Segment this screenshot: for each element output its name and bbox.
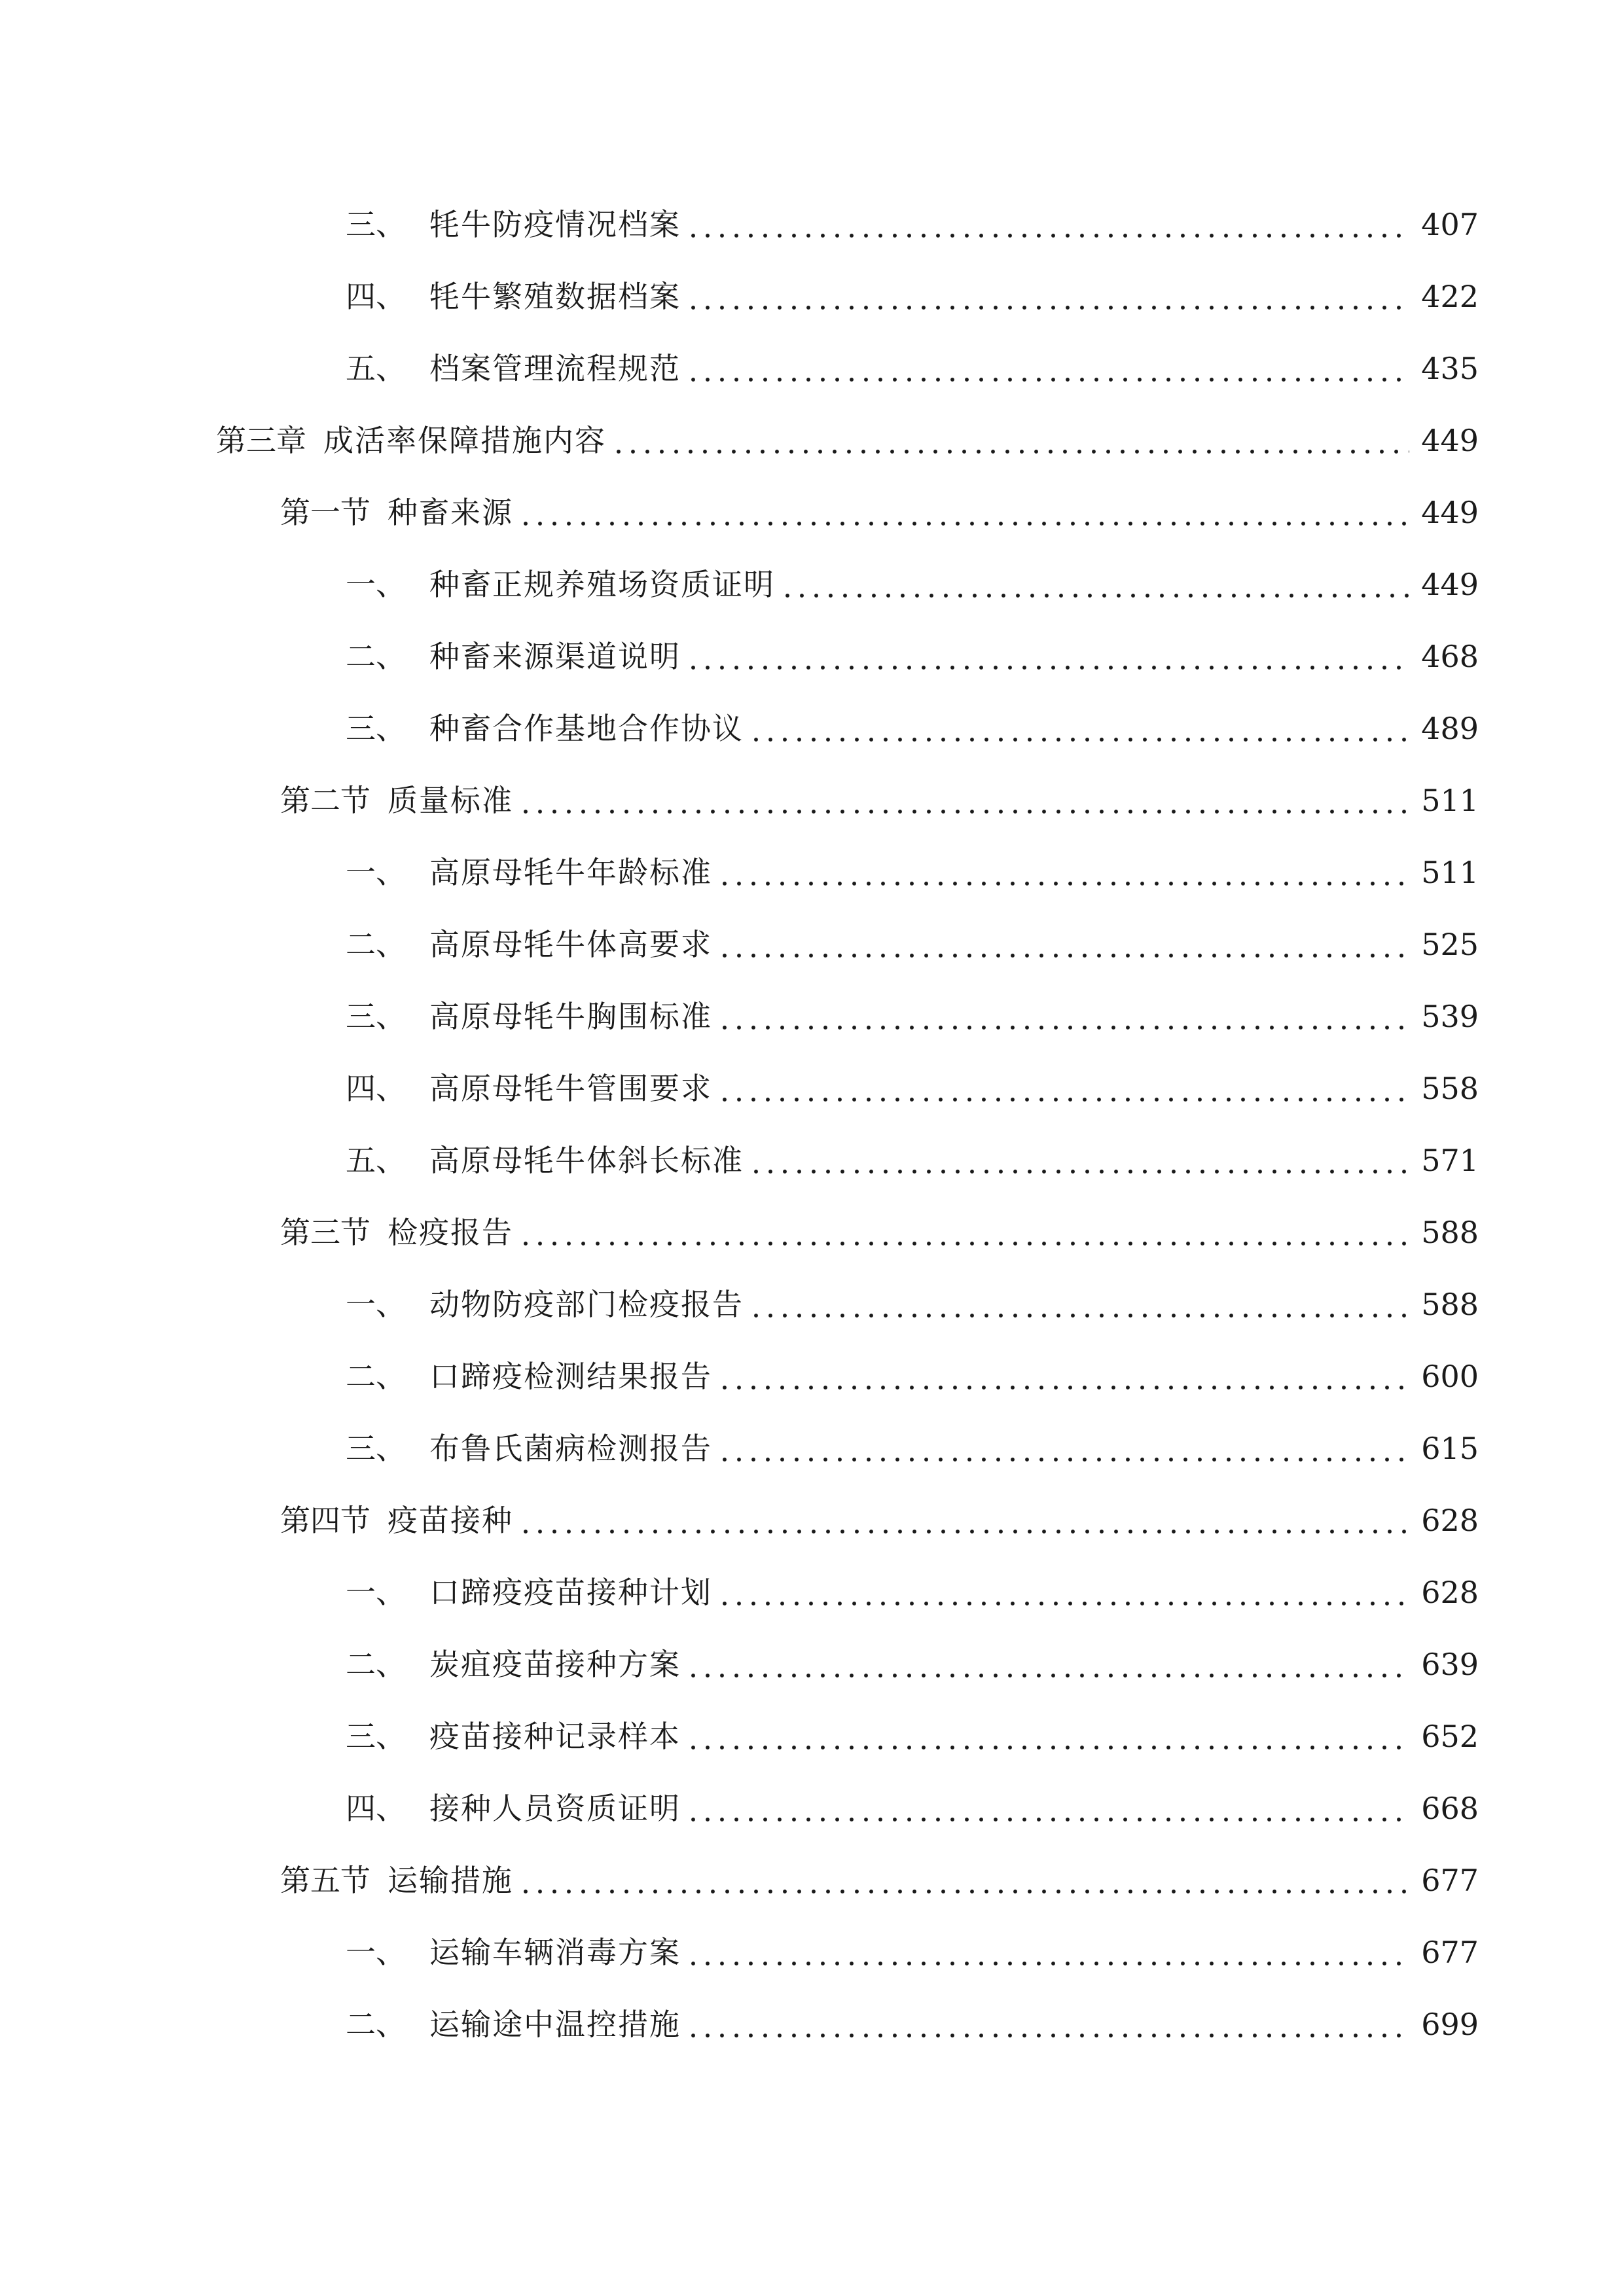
- dot-leader: [518, 1861, 1409, 1900]
- toc-entry-title: 高原母牦牛体高要求: [429, 927, 712, 962]
- toc-entry-title: 牦牛繁殖数据档案: [429, 279, 681, 314]
- toc-section-entry[interactable]: [0, 476, 1624, 548]
- toc-entry-page-number: 449: [1421, 567, 1479, 602]
- dot-leader: [518, 781, 1409, 820]
- toc-entry-number: 第一节: [280, 495, 370, 530]
- toc-entry-page-number: 525: [1421, 927, 1479, 962]
- toc-entry-number: 第三节: [280, 1215, 370, 1250]
- toc-chapter-entry[interactable]: [0, 404, 1624, 476]
- toc-entry-page-number: 422: [1421, 279, 1479, 314]
- toc-entry-title: 种畜正规养殖场资质证明: [429, 567, 775, 602]
- toc-entry-number: 一、: [346, 1287, 406, 1322]
- toc-entry-number: 三、: [346, 711, 406, 746]
- dot-leader: [686, 205, 1409, 244]
- toc-entry-number: 一、: [346, 567, 406, 602]
- toc-entry-page-number: 677: [1421, 1863, 1479, 1898]
- dot-leader: [518, 1501, 1409, 1540]
- toc-entry-page-number: 668: [1421, 1791, 1479, 1826]
- toc-entry-title: 高原母牦牛管围要求: [429, 1071, 712, 1106]
- dot-leader: [518, 493, 1409, 532]
- toc-subsection-entry[interactable]: [0, 1556, 1624, 1628]
- dot-leader: [717, 1429, 1409, 1468]
- toc-entry-title: 种畜合作基地合作协议: [429, 711, 744, 746]
- toc-entry-title: 种畜来源: [388, 495, 513, 530]
- toc-entry-number: 二、: [346, 639, 406, 674]
- toc-entry-number: 一、: [346, 1575, 406, 1610]
- toc-entry-title: 运输措施: [388, 1863, 513, 1898]
- toc-entry-number: 三、: [346, 207, 406, 242]
- dot-leader: [717, 853, 1409, 892]
- toc-entry-page-number: 652: [1421, 1719, 1479, 1754]
- toc-entry-number: 五、: [346, 1143, 406, 1178]
- toc-entry-title: 档案管理流程规范: [429, 351, 681, 386]
- toc-entry-number: 第四节: [280, 1503, 370, 1538]
- toc-entry-page-number: 571: [1421, 1143, 1479, 1178]
- toc-entry-number: 一、: [346, 1935, 406, 1970]
- toc-entry-page-number: 435: [1421, 351, 1479, 386]
- dot-leader: [686, 1645, 1409, 1684]
- toc-subsection-entry[interactable]: [0, 1268, 1624, 1340]
- toc-entry-page-number: 639: [1421, 1647, 1479, 1682]
- dot-leader: [749, 1285, 1409, 1324]
- dot-leader: [749, 1141, 1409, 1180]
- toc-entry-number: 第五节: [280, 1863, 370, 1898]
- toc-entry-number: 三、: [346, 999, 406, 1034]
- toc-subsection-entry[interactable]: [0, 620, 1624, 692]
- toc-subsection-entry[interactable]: [0, 1916, 1624, 1988]
- dot-leader: [717, 1357, 1409, 1396]
- toc-entry-number: 四、: [346, 279, 406, 314]
- toc-entry-page-number: 511: [1421, 783, 1479, 818]
- toc-entry-number: 四、: [346, 1791, 406, 1826]
- dot-leader: [686, 277, 1409, 316]
- dot-leader: [717, 997, 1409, 1036]
- toc-subsection-entry[interactable]: [0, 908, 1624, 980]
- toc-entry-title: 高原母牦牛胸围标准: [429, 999, 712, 1034]
- toc-subsection-entry[interactable]: [0, 188, 1624, 260]
- dot-leader: [686, 349, 1409, 388]
- toc-entry-number: 四、: [346, 1071, 406, 1106]
- toc-section-entry[interactable]: [0, 1844, 1624, 1916]
- toc-entry-number: 二、: [346, 1359, 406, 1394]
- dot-leader: [780, 565, 1409, 604]
- toc-entry-number: 第三章: [216, 423, 306, 458]
- toc-subsection-entry[interactable]: [0, 692, 1624, 764]
- toc-entry-title: 动物防疫部门检疫报告: [429, 1287, 744, 1322]
- toc-entry-title: 布鲁氏菌病检测报告: [429, 1431, 712, 1466]
- toc-entry-number: 三、: [346, 1431, 406, 1466]
- toc-entry-title: 牦牛防疫情况档案: [429, 207, 681, 242]
- dot-leader: [686, 1789, 1409, 1828]
- toc-entry-title: 种畜来源渠道说明: [429, 639, 681, 674]
- toc-entry-page-number: 699: [1421, 2007, 1479, 2042]
- toc-section-entry[interactable]: [0, 1484, 1624, 1556]
- toc-entry-page-number: 539: [1421, 999, 1479, 1034]
- toc-subsection-entry[interactable]: [0, 1052, 1624, 1124]
- toc-entry-page-number: 615: [1421, 1431, 1479, 1466]
- toc-subsection-entry[interactable]: [0, 1772, 1624, 1844]
- toc-entry-page-number: 468: [1421, 639, 1479, 674]
- toc-entry-title: 接种人员资质证明: [429, 1791, 681, 1826]
- dot-leader: [686, 637, 1409, 676]
- toc-subsection-entry[interactable]: [0, 1700, 1624, 1772]
- table-of-contents: [0, 188, 1624, 2060]
- toc-entry-page-number: 489: [1421, 711, 1479, 746]
- dot-leader: [749, 709, 1409, 748]
- toc-entry-title: 口蹄疫检测结果报告: [429, 1359, 712, 1394]
- toc-entry-title: 高原母牦牛体斜长标准: [429, 1143, 744, 1178]
- dot-leader: [518, 1213, 1409, 1252]
- toc-entry-title: 检疫报告: [388, 1215, 513, 1250]
- dot-leader: [717, 925, 1409, 964]
- toc-entry-title: 口蹄疫疫苗接种计划: [429, 1575, 712, 1610]
- toc-entry-page-number: 588: [1421, 1287, 1479, 1322]
- toc-entry-page-number: 407: [1421, 207, 1479, 242]
- toc-entry-page-number: 511: [1421, 855, 1479, 890]
- toc-subsection-entry[interactable]: [0, 260, 1624, 332]
- toc-entry-page-number: 449: [1421, 495, 1479, 530]
- toc-entry-title: 炭疽疫苗接种方案: [429, 1647, 681, 1682]
- dot-leader: [686, 1717, 1409, 1756]
- toc-entry-number: 二、: [346, 2007, 406, 2042]
- toc-entry-page-number: 558: [1421, 1071, 1479, 1106]
- toc-entry-title: 高原母牦牛年龄标准: [429, 855, 712, 890]
- toc-entry-number: 三、: [346, 1719, 406, 1754]
- toc-entry-title: 成活率保障措施内容: [323, 423, 606, 458]
- toc-section-entry[interactable]: [0, 1196, 1624, 1268]
- toc-entry-title: 质量标准: [388, 783, 513, 818]
- toc-entry-number: 第二节: [280, 783, 370, 818]
- toc-entry-page-number: 588: [1421, 1215, 1479, 1250]
- toc-entry-number: 二、: [346, 927, 406, 962]
- toc-subsection-entry[interactable]: [0, 836, 1624, 908]
- toc-entry-number: 五、: [346, 351, 406, 386]
- toc-entry-page-number: 600: [1421, 1359, 1479, 1394]
- toc-subsection-entry[interactable]: [0, 1340, 1624, 1412]
- toc-entry-title: 疫苗接种: [388, 1503, 513, 1538]
- toc-subsection-entry[interactable]: [0, 1988, 1624, 2060]
- toc-entry-title: 疫苗接种记录样本: [429, 1719, 681, 1754]
- dot-leader: [686, 1933, 1409, 1972]
- dot-leader: [611, 421, 1409, 460]
- toc-entry-number: 二、: [346, 1647, 406, 1682]
- toc-subsection-entry[interactable]: [0, 332, 1624, 404]
- toc-entry-page-number: 628: [1421, 1575, 1479, 1610]
- toc-entry-page-number: 449: [1421, 423, 1479, 458]
- dot-leader: [686, 2005, 1409, 2044]
- toc-entry-page-number: 677: [1421, 1935, 1479, 1970]
- toc-entry-title: 运输途中温控措施: [429, 2007, 681, 2042]
- toc-entry-number: 一、: [346, 855, 406, 890]
- toc-subsection-entry[interactable]: [0, 1124, 1624, 1196]
- toc-entry-page-number: 628: [1421, 1503, 1479, 1538]
- toc-section-entry[interactable]: [0, 764, 1624, 836]
- dot-leader: [717, 1069, 1409, 1108]
- toc-entry-title: 运输车辆消毒方案: [429, 1935, 681, 1970]
- dot-leader: [717, 1573, 1409, 1612]
- toc-subsection-entry[interactable]: [0, 548, 1624, 620]
- toc-subsection-entry[interactable]: [0, 1412, 1624, 1484]
- toc-subsection-entry[interactable]: [0, 980, 1624, 1052]
- toc-subsection-entry[interactable]: [0, 1628, 1624, 1700]
